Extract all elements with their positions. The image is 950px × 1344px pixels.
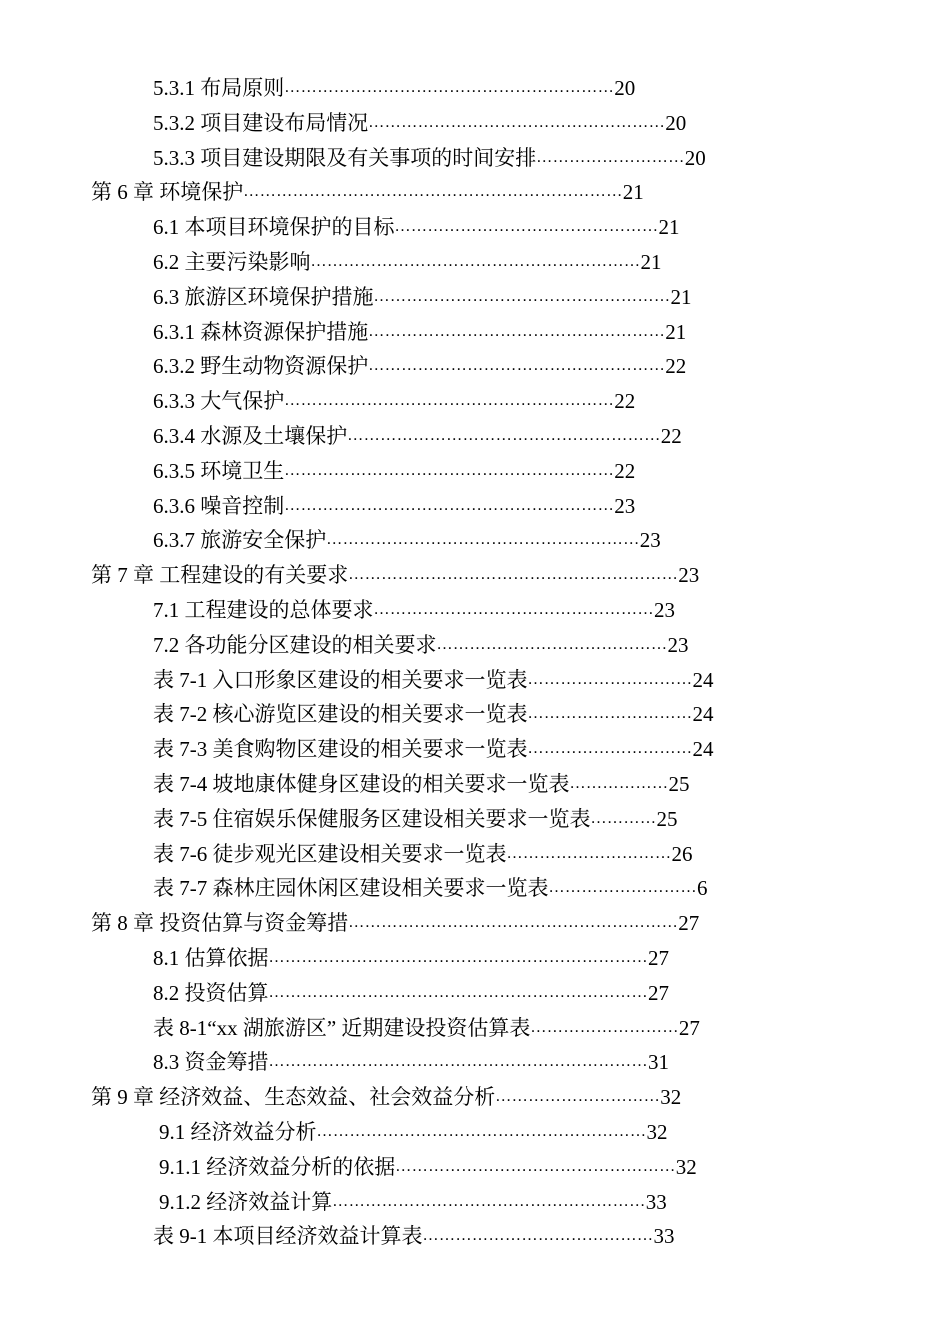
toc-entry[interactable]	[0, 71, 950, 106]
toc-entry-title: 6.3.4 水源及土壤保护	[153, 423, 348, 448]
toc-entry[interactable]	[0, 315, 950, 350]
toc-entry-title: 6.2 主要污染影响	[153, 249, 311, 274]
toc-dot-leader: …………………………	[527, 740, 693, 758]
toc-entry-title: 9.1.1 经济效益分析的依据	[159, 1154, 396, 1179]
toc-dot-leader: ……………………………………	[436, 635, 668, 653]
toc-entry-title: 5.3.2 项目建设布局情况	[153, 110, 369, 135]
toc-page-number: 21	[622, 180, 644, 205]
toc-entry[interactable]	[0, 454, 950, 489]
toc-page-number: 24	[692, 737, 714, 762]
toc-dot-leader: …………………………	[506, 844, 672, 862]
toc-page-number: 22	[614, 458, 636, 483]
toc-entry[interactable]	[0, 732, 950, 767]
toc-page-number: 23	[654, 597, 675, 622]
toc-entry-title: 6.3 旅游区环境保护措施	[153, 284, 374, 309]
toc-dot-leader: ……………………………………………………………	[268, 983, 648, 1001]
toc-page-number: 20	[614, 76, 636, 100]
toc-entry[interactable]	[0, 106, 950, 141]
toc-dot-leader: ………………………	[548, 879, 697, 897]
toc-dot-leader: ………………………………………………	[373, 287, 671, 305]
toc-page-number: 32	[675, 1154, 697, 1179]
toc-entry-title: 9.1 经济效益分析	[159, 1119, 317, 1144]
toc-page-number: 31	[648, 1050, 669, 1075]
toc-entry-title: 表 7-6 徒步观光区建设相关要求一览表	[153, 841, 507, 866]
toc-page-number: 33	[653, 1224, 675, 1249]
toc-dot-leader: ……………………………………………	[373, 600, 654, 618]
toc-page-number: 32	[646, 1119, 668, 1144]
toc-entry[interactable]	[0, 1219, 950, 1254]
toc-chapter-entry[interactable]	[0, 1080, 950, 1115]
toc-entry-title: 表 7-3 美食购物区建设的相关要求一览表	[153, 737, 528, 762]
toc-entry-title: 8.3 资金筹措	[153, 1050, 269, 1075]
toc-page-number: 33	[645, 1189, 667, 1214]
toc-chapter-entry[interactable]	[0, 558, 950, 593]
toc-entry-title: 9.1.2 经济效益计算	[159, 1189, 333, 1214]
toc-entry-title: 5.3.1 布局原则	[153, 76, 285, 100]
toc-entry-title: 6.3.2 野生动物资源保护	[153, 354, 369, 379]
toc-entry[interactable]	[0, 210, 950, 245]
toc-page-number: 27	[648, 980, 669, 1005]
toc-entry-title: 表 7-5 住宿娱乐保健服务区建设相关要求一览表	[153, 806, 591, 831]
toc-entry[interactable]	[0, 1150, 950, 1185]
toc-entry-title: 第 6 章 环境保护	[91, 180, 244, 205]
toc-entry-title: 7.2 各功能分区建设的相关要求	[153, 632, 437, 657]
toc-page-number: 6	[697, 876, 708, 901]
toc-entry-title: 表 8-1“xx 湖旅游区” 近期建设投资估算表	[153, 1015, 531, 1040]
toc-dot-leader: ……………………………………………	[395, 1157, 676, 1175]
toc-dot-leader: …………………………	[495, 1088, 661, 1106]
toc-page-number: 20	[665, 110, 687, 135]
toc-page-number: 21	[670, 284, 692, 309]
toc-dot-leader: …………………………………………	[394, 218, 659, 236]
toc-page-number: 24	[692, 702, 714, 727]
toc-entry[interactable]	[0, 802, 950, 837]
toc-entry[interactable]	[0, 523, 950, 558]
toc-entry-title: 表 7-7 森林庄园休闲区建设相关要求一览表	[153, 876, 549, 901]
toc-dot-leader: …………………………………………………	[347, 426, 661, 444]
toc-page-number: 22	[660, 423, 682, 448]
toc-page-number: 23	[667, 632, 689, 657]
toc-entry[interactable]	[0, 384, 950, 419]
toc-page-number: 21	[640, 249, 662, 274]
toc-entry[interactable]	[0, 941, 950, 976]
toc-page-number: 27	[678, 1015, 700, 1040]
toc-entry-title: 表 9-1 本项目经济效益计算表	[153, 1224, 423, 1249]
toc-dot-leader: ……………………………………………………	[316, 1122, 647, 1140]
toc-dot-leader: ………………………………………………	[368, 113, 666, 131]
toc-dot-leader: …………	[590, 809, 657, 827]
toc-page-number: 20	[684, 145, 706, 170]
toc-dot-leader: …………………………………………………	[326, 531, 640, 549]
toc-entry-title: 6.3.6 噪音控制	[153, 493, 285, 518]
toc-dot-leader: ……………………………………………………	[348, 566, 679, 584]
toc-entry-title: 表 7-1 入口形象区建设的相关要求一览表	[153, 667, 528, 692]
toc-page-number: 21	[665, 319, 687, 344]
toc-entry-title: 7.1 工程建设的总体要求	[153, 597, 374, 622]
toc-page-number: 27	[678, 911, 700, 936]
toc-page-number: 22	[614, 389, 636, 414]
table-of-contents	[0, 71, 950, 1254]
toc-entry[interactable]	[0, 1115, 950, 1150]
toc-dot-leader: …………………………………………………	[332, 1192, 646, 1210]
toc-entry-title: 6.3.5 环境卫生	[153, 458, 285, 483]
toc-chapter-entry[interactable]	[0, 906, 950, 941]
toc-entry-title: 6.3.1 森林资源保护措施	[153, 319, 369, 344]
toc-dot-leader: ………………………………………………	[368, 322, 666, 340]
toc-entry[interactable]	[0, 1185, 950, 1220]
toc-dot-leader: ……………………………………………………………	[243, 183, 623, 201]
toc-entry[interactable]	[0, 593, 950, 628]
toc-entry[interactable]	[0, 1045, 950, 1080]
toc-entry[interactable]	[0, 245, 950, 280]
toc-entry[interactable]	[0, 976, 950, 1011]
toc-entry[interactable]	[0, 489, 950, 524]
toc-entry[interactable]	[0, 767, 950, 802]
toc-entry-title: 6.3.7 旅游安全保护	[153, 528, 327, 553]
toc-page-number: 24	[692, 667, 714, 692]
toc-entry[interactable]	[0, 697, 950, 732]
toc-entry-title: 8.2 投资估算	[153, 980, 269, 1005]
toc-dot-leader: ……………………………………………………	[284, 79, 615, 96]
toc-entry[interactable]	[0, 141, 950, 176]
toc-dot-leader: …………………………	[527, 705, 693, 723]
toc-dot-leader: ……………………………………………………………	[268, 948, 648, 966]
toc-dot-leader: ………………………………………………	[368, 357, 666, 375]
toc-page-number: 23	[678, 563, 700, 588]
toc-dot-leader: ……………………………………………………	[284, 461, 615, 479]
toc-entry[interactable]	[0, 628, 950, 663]
toc-page-number: 23	[639, 528, 661, 553]
toc-entry-title: 6.3.3 大气保护	[153, 389, 285, 414]
toc-entry[interactable]	[0, 663, 950, 698]
toc-entry-title: 5.3.3 项目建设期限及有关事项的时间安排	[153, 145, 537, 170]
toc-entry[interactable]	[0, 871, 950, 906]
toc-dot-leader: ………………………	[536, 148, 685, 166]
toc-dot-leader: ……………………………………………………	[310, 252, 641, 270]
toc-entry[interactable]	[0, 419, 950, 454]
toc-entry[interactable]	[0, 349, 950, 384]
toc-page-number: 25	[668, 771, 690, 796]
toc-dot-leader: ……………………………………………………	[284, 392, 615, 410]
toc-chapter-entry[interactable]	[0, 175, 950, 210]
toc-dot-leader: ……………………………………	[422, 1227, 654, 1245]
toc-entry-title: 8.1 估算依据	[153, 945, 269, 970]
toc-entry-title: 第 7 章 工程建设的有关要求	[91, 563, 349, 588]
toc-entry-title: 表 7-4 坡地康体健身区建设的相关要求一览表	[153, 771, 570, 796]
toc-page-number: 23	[614, 493, 636, 518]
toc-entry[interactable]	[0, 837, 950, 872]
toc-entry-title: 表 7-2 核心游览区建设的相关要求一览表	[153, 702, 528, 727]
toc-entry-title: 6.1 本项目环境保护的目标	[153, 215, 395, 240]
toc-page-number: 26	[671, 841, 693, 866]
toc-page-number: 22	[665, 354, 687, 379]
toc-entry[interactable]	[0, 280, 950, 315]
toc-page-number: 27	[648, 945, 669, 970]
toc-dot-leader: ………………………	[530, 1018, 679, 1036]
toc-page-number: 32	[660, 1085, 682, 1110]
toc-page-number: 21	[658, 215, 680, 240]
toc-dot-leader: ……………………………………………………	[348, 914, 679, 932]
toc-page-number: 25	[656, 806, 678, 831]
toc-entry[interactable]	[0, 1011, 950, 1046]
toc-dot-leader: ……………………………………………………	[284, 496, 615, 514]
toc-entry-title: 第 9 章 经济效益、生态效益、社会效益分析	[91, 1085, 496, 1110]
toc-entry-title: 第 8 章 投资估算与资金筹措	[91, 911, 349, 936]
toc-dot-leader: ………………	[569, 774, 669, 792]
toc-dot-leader: …………………………	[527, 670, 693, 688]
toc-dot-leader: ……………………………………………………………	[268, 1053, 648, 1071]
